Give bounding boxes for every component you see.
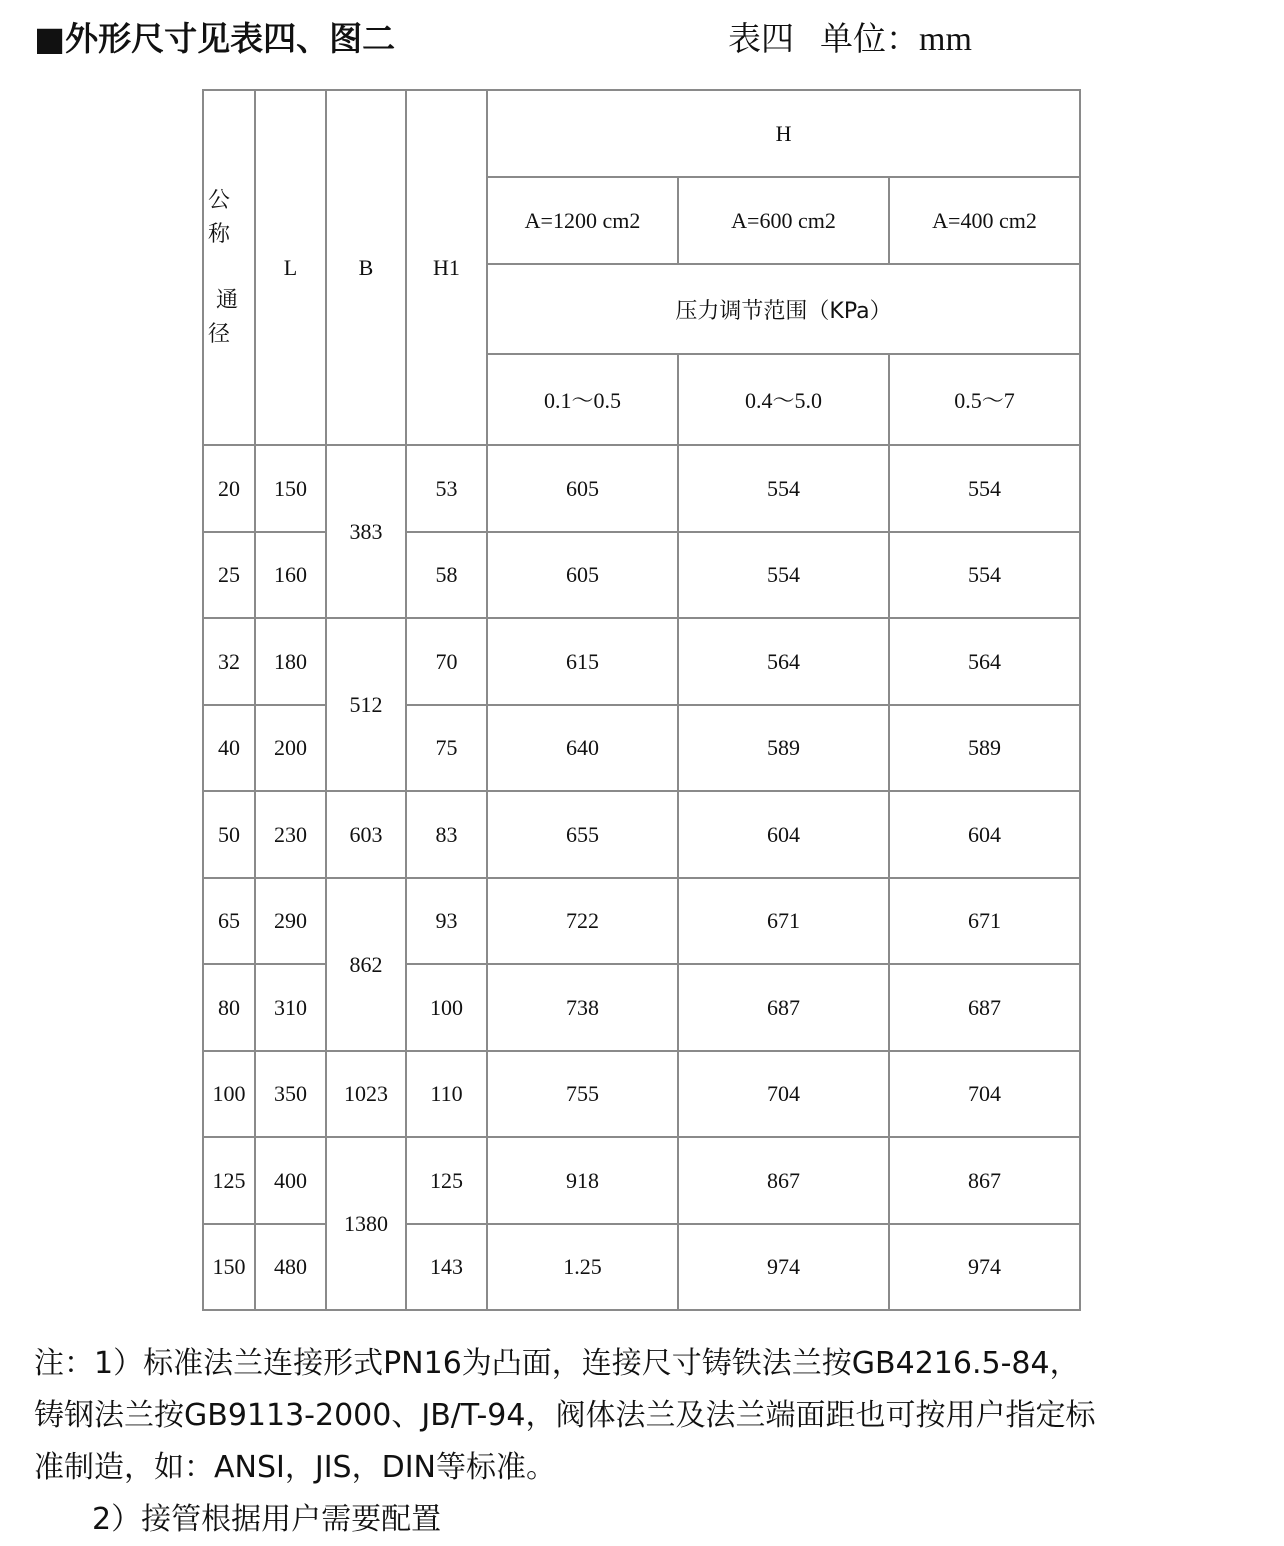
cell-H-600: 604 bbox=[678, 791, 889, 878]
cell-dn: 50 bbox=[203, 791, 255, 878]
col-header-H: H bbox=[487, 90, 1080, 177]
cell-H1: 100 bbox=[406, 964, 487, 1051]
table-row bbox=[203, 1051, 1080, 1137]
cell-B: 383 bbox=[326, 445, 406, 618]
cell-L: 290 bbox=[255, 878, 326, 964]
cell-dn: 25 bbox=[203, 532, 255, 618]
cell-H-1200: 755 bbox=[487, 1051, 678, 1137]
cell-dn: 32 bbox=[203, 618, 255, 705]
cell-H1: 125 bbox=[406, 1137, 487, 1224]
cell-H-400: 704 bbox=[889, 1051, 1080, 1137]
cell-B: 862 bbox=[326, 878, 406, 1051]
section-title: ■外形尺寸见表四、图二 bbox=[34, 19, 396, 58]
cell-H-600: 974 bbox=[678, 1224, 889, 1310]
cell-H-1200: 918 bbox=[487, 1137, 678, 1224]
cell-H1: 143 bbox=[406, 1224, 487, 1310]
cell-H1: 58 bbox=[406, 532, 487, 618]
cell-H-600: 704 bbox=[678, 1051, 889, 1137]
cell-L: 150 bbox=[255, 445, 326, 532]
pressure-range-1200: 0.1～0.5 bbox=[487, 354, 678, 445]
col-header-H1: H1 bbox=[406, 90, 487, 445]
cell-B: 1023 bbox=[326, 1051, 406, 1137]
notes bbox=[34, 1338, 1264, 1546]
cell-B: 603 bbox=[326, 791, 406, 878]
cell-H-1200: 605 bbox=[487, 445, 678, 532]
cell-B: 512 bbox=[326, 618, 406, 791]
cell-H-400: 687 bbox=[889, 964, 1080, 1051]
note-1-line-3: 准制造，如：ANSI，JIS，DIN等标准。 bbox=[34, 1450, 556, 1485]
col-header-B: B bbox=[326, 90, 406, 445]
cell-dn: 125 bbox=[203, 1137, 255, 1224]
cell-H-400: 554 bbox=[889, 532, 1080, 618]
cell-L: 160 bbox=[255, 532, 326, 618]
cell-dn: 40 bbox=[203, 705, 255, 791]
table-row bbox=[203, 878, 1080, 964]
cell-L: 310 bbox=[255, 964, 326, 1051]
cell-H-400: 589 bbox=[889, 705, 1080, 791]
note-1-line-2: 铸钢法兰按GB9113-2000、JB/T-94，阀体法兰及法兰端面距也可按用户指定标 bbox=[34, 1398, 1096, 1433]
pressure-range-600: 0.4～5.0 bbox=[678, 354, 889, 445]
area-header-600: A=600 cm2 bbox=[678, 177, 889, 264]
cell-L: 200 bbox=[255, 705, 326, 791]
cell-H-600: 554 bbox=[678, 532, 889, 618]
cell-H-600: 687 bbox=[678, 964, 889, 1051]
cell-dn: 100 bbox=[203, 1051, 255, 1137]
cell-H1: 93 bbox=[406, 878, 487, 964]
cell-H1: 70 bbox=[406, 618, 487, 705]
cell-dn: 20 bbox=[203, 445, 255, 532]
nominal-label-char: 称 bbox=[208, 221, 231, 247]
table-row bbox=[203, 791, 1080, 878]
cell-H-400: 604 bbox=[889, 791, 1080, 878]
cell-B: 1380 bbox=[326, 1137, 406, 1310]
cell-dn: 65 bbox=[203, 878, 255, 964]
cell-H1: 53 bbox=[406, 445, 487, 532]
cell-H-1200: 655 bbox=[487, 791, 678, 878]
table-caption bbox=[728, 14, 972, 65]
area-header-1200: A=1200 cm2 bbox=[487, 177, 678, 264]
dimension-table bbox=[202, 89, 1081, 1311]
area-header-400: A=400 cm2 bbox=[889, 177, 1080, 264]
cell-L: 180 bbox=[255, 618, 326, 705]
cell-L: 480 bbox=[255, 1224, 326, 1310]
cell-H-600: 867 bbox=[678, 1137, 889, 1224]
unit-value: mm bbox=[919, 21, 972, 58]
cell-H-1200: 738 bbox=[487, 964, 678, 1051]
cell-H-400: 974 bbox=[889, 1224, 1080, 1310]
table-row bbox=[203, 445, 1080, 532]
pressure-range-header: 压力调节范围（KPa） bbox=[487, 264, 1080, 354]
nominal-label-char: 径 bbox=[208, 321, 231, 347]
cell-dn: 150 bbox=[203, 1224, 255, 1310]
cell-H-400: 671 bbox=[889, 878, 1080, 964]
note-1-line-1: 注：1）标准法兰连接形式PN16为凸面，连接尺寸铸铁法兰按GB4216.5-84， bbox=[34, 1346, 1080, 1381]
cell-L: 230 bbox=[255, 791, 326, 878]
cell-H-1200: 640 bbox=[487, 705, 678, 791]
header-row-1 bbox=[203, 90, 1080, 177]
note-2: 2）接管根据用户需要配置 bbox=[92, 1502, 442, 1537]
col-header-L: L bbox=[255, 90, 326, 445]
cell-H1: 110 bbox=[406, 1051, 487, 1137]
table-row bbox=[203, 618, 1080, 705]
cell-L: 400 bbox=[255, 1137, 326, 1224]
cell-H-1200: 605 bbox=[487, 532, 678, 618]
cell-dn: 80 bbox=[203, 964, 255, 1051]
cell-H1: 75 bbox=[406, 705, 487, 791]
nominal-label-char: 公 bbox=[208, 187, 231, 213]
unit-label: 单位： bbox=[820, 19, 919, 58]
cell-H-1200: 1.25 bbox=[487, 1224, 678, 1310]
table-row bbox=[203, 1137, 1080, 1224]
cell-H1: 83 bbox=[406, 791, 487, 878]
cell-H-1200: 722 bbox=[487, 878, 678, 964]
cell-H-1200: 615 bbox=[487, 618, 678, 705]
pressure-range-400: 0.5～7 bbox=[889, 354, 1080, 445]
cell-H-600: 589 bbox=[678, 705, 889, 791]
cell-L: 350 bbox=[255, 1051, 326, 1137]
cell-H-400: 554 bbox=[889, 445, 1080, 532]
cell-H-400: 867 bbox=[889, 1137, 1080, 1224]
col-header-nominal-diameter bbox=[203, 90, 255, 445]
cell-H-600: 564 bbox=[678, 618, 889, 705]
cell-H-600: 671 bbox=[678, 878, 889, 964]
cell-H-600: 554 bbox=[678, 445, 889, 532]
nominal-label-char: 通 bbox=[216, 287, 239, 313]
table-number: 表四 bbox=[728, 19, 794, 58]
cell-H-400: 564 bbox=[889, 618, 1080, 705]
